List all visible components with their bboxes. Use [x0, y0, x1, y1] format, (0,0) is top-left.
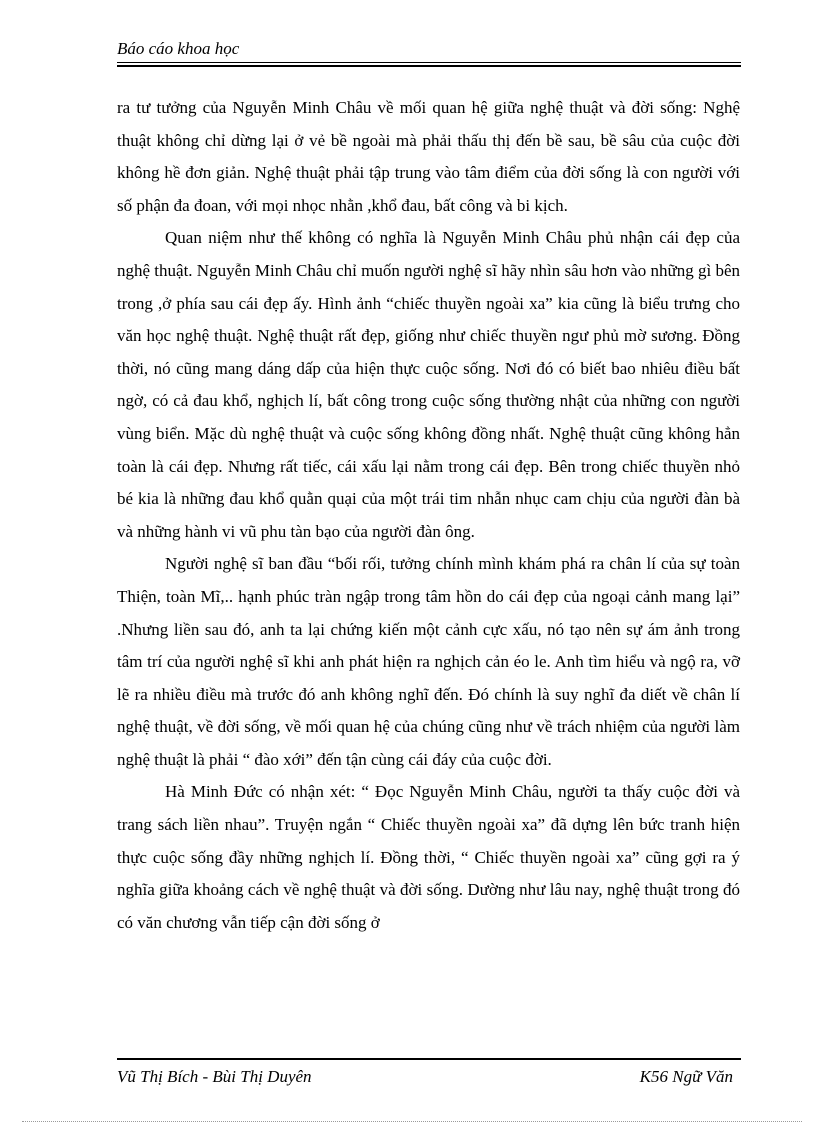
page-header — [117, 38, 741, 68]
header-title: Báo cáo khoa học — [117, 39, 240, 58]
page-footer — [117, 1058, 741, 1088]
footer-rule — [117, 1058, 741, 1060]
page-bottom-edge — [22, 1121, 802, 1122]
header-rule-thin — [117, 62, 741, 63]
document-body — [117, 92, 740, 939]
header-rule-thick — [117, 65, 741, 67]
paragraph-4: Hà Minh Đức có nhận xét: “ Đọc Nguyễn Minh Châu, người ta thấy cuộc đời và trang sách liền nhau”. Truyện ngắn “ Chiếc thuyền ngoài xa” đã dựng lên bức tranh hiện thực cuộc sống đầy những nghịch lí. Đồng thời, “ Chiếc thuyền ngoài xa” cũng gợi ra ý nghĩa giữa khoảng cách về nghệ thuật và đời sống. Dường như lâu nay, nghệ thuật trong đó có văn chương vẫn tiếp cận đời sống ở — [117, 782, 740, 932]
footer-authors: Vũ Thị Bích - Bùi Thị Duyên — [117, 1067, 312, 1086]
paragraph-1: ra tư tưởng của Nguyễn Minh Châu về mối quan hệ giữa nghệ thuật và đời sống: Nghệ thuật không chỉ dừng lại ở vẻ bề ngoài mà phải thấu thị đến bề sau, bề sâu của cuộc đời không hề đơn giản. Nghệ thuật phải tập trung vào tâm điểm của đời sống là con người với số phận đa đoan, với mọi nhọc nhằn ,khổ đau, bất công và bi kịch. — [117, 98, 740, 215]
paragraph-3: Người nghệ sĩ ban đầu “bối rối, tưởng chính mình khám phá ra chân lí của sự toàn Thiện, toàn Mĩ,.. hạnh phúc tràn ngập trong tâm hồn do cái đẹp của ngoại cảnh mang lại” .Nhưng liền sau đó, anh ta lại chứng kiến một cảnh cực xấu, nó tạo nên sự ám ảnh trong tâm trí của người nghệ sĩ khi anh phát hiện ra nghịch cản éo le. Anh tìm hiểu và ngộ ra, vỡ lẽ ra nhiều điều mà trước đó anh không nghĩ đến. Đó chính là suy nghĩ đa diết về chân lí nghệ thuật, về đời sống, về mối quan hệ của chúng cũng như về trách nhiệm của người làm nghệ thuật là phải “ đào xới” đến tận cùng cái đáy của cuộc đời. — [117, 554, 740, 769]
paragraph-2: Quan niệm như thế không có nghĩa là Nguyễn Minh Châu phủ nhận cái đẹp của nghệ thuật. Nguyễn Minh Châu chỉ muốn người nghệ sĩ hãy nhìn sâu hơn vào những gì bên trong ,ở phía sau cái đẹp ấy. Hình ảnh “chiếc thuyền ngoài xa” kia cũng là biểu trưng cho văn học nghệ thuật. Nghệ thuật rất đẹp, giống như chiếc thuyền ngư phủ mờ sương. Đồng thời, nó cũng mang dáng dấp của hiện thực cuộc sống. Nơi đó có biết bao nhiêu điều bất ngờ, có cả đau khổ, nghịch lí, bất công trong cuộc sống thường nhật của những con người vùng biển. Mặc dù nghệ thuật và cuộc sống không đồng nhất. Nghệ thuật cũng không hẳn toàn là cái đẹp. Nhưng rất tiếc, cái xấu lại nằm trong cái đẹp. Bên trong chiếc thuyền nhỏ bé kia là những đau khổ quằn quại của một trái tim nhẫn nhục cam chịu của người đàn bà và những hành vi vũ phu tàn bạo của người đàn ông. — [117, 228, 740, 541]
footer-class: K56 Ngữ Văn — [639, 1067, 733, 1086]
